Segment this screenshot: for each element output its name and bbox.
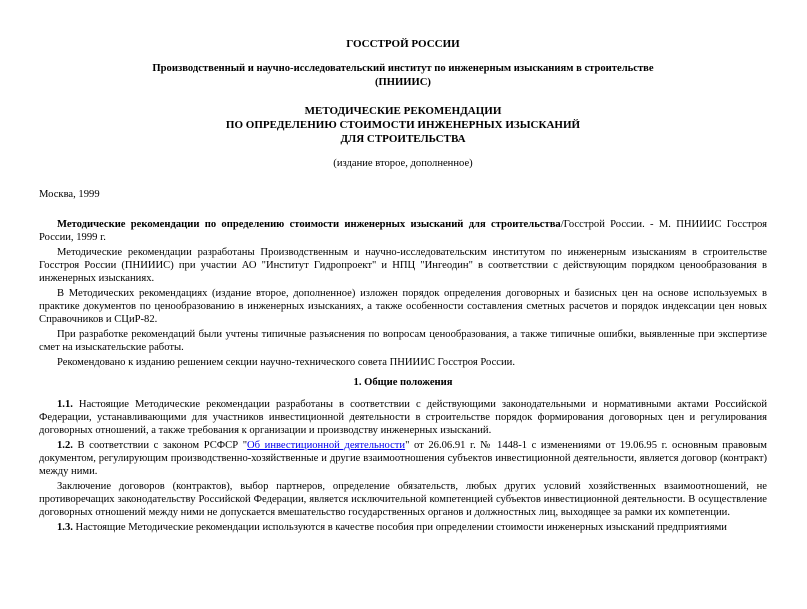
document-body [39, 218, 767, 534]
clause-number: 1.1. [57, 399, 73, 410]
clause-1-1 [39, 398, 767, 437]
clause-number: 1.3. [57, 522, 73, 533]
clause-1-3 [39, 521, 767, 534]
intro-publisher: /Госстрой России. - М. ПНИИИС Госстроя России, 1999 г. [39, 219, 767, 243]
clause-text-after-link: " от 26.06.91 г. № 1448-1 с изменениями от 19.06.95 г. основным правовым документом, регулирующим производственно-хозяйственные и другие взаимоотношения субъектов инвестиционной деятельности, является договор (контракт) между ними. [39, 440, 767, 477]
edition-note: (издание второе, дополненное) [333, 158, 473, 169]
intro-paragraph-1 [39, 218, 767, 244]
clause-1-2 [39, 439, 767, 478]
intro-paragraph-2: Методические рекомендации разработаны Производственным и научно-исследовательским институтом по инженерным изысканиям в строительстве Госстроя России (ПНИИИС) при участии АО "Институт Гидропроект" и НПЦ "Ингеодин" в соответствии с действующим порядком ценообразования в инженерных изысканиях. [39, 247, 767, 284]
intro-paragraph-3: В Методических рекомендациях (издание второе, дополненное) изложен порядок определения договорных и базисных цен на основе используемых в практике документов по ценообразованию в инженерных изысканиях, а также особенности составления сметных расчетов и порядок индексации цен новых Справочников и СЦиР-82. [39, 288, 767, 325]
institute-name: Производственный и научно-исследовательский институт по инженерным изысканиям в строительстве [152, 63, 654, 74]
place-year: Москва, 1999 [39, 189, 100, 200]
intro-paragraph-4: При разработке рекомендаций были учтены типичные разъяснения по вопросам ценообразования, а также типичные ошибки, выявленные при экспертизе смет на изыскательские работы. [39, 329, 767, 353]
section-heading: 1. Общие положения [353, 377, 453, 388]
clause-1-2-continued: Заключение договоров (контрактов), выбор партнеров, определение обязательств, любых других условий хозяйственных взаимоотношений, не противоречащих законодательству Российской Федерации, является исключительной компетенцией субъектов инвестиционной деятельности. В осуществление договорных отношений между ними не допускается вмешательство государственных органов и должностных лиц, выходящее за рамки их компетенции. [39, 481, 767, 518]
intro-title-reference: Методические рекомендации по определению стоимости инженерных изысканий для строительства [57, 219, 561, 230]
organization-name: ГОССТРОЙ РОССИИ [346, 38, 460, 50]
clause-number: 1.2. [57, 440, 73, 451]
document-title [39, 104, 767, 146]
institute-abbr: (ПНИИИС) [375, 77, 431, 88]
institute-block [39, 62, 767, 90]
title-line-1: МЕТОДИЧЕСКИЕ РЕКОМЕНДАЦИИ [304, 105, 502, 117]
clause-text: Настоящие Методические рекомендации используются в качестве пособия при определении стоимости инженерных изысканий предприятиями [72, 522, 727, 533]
investment-law-link[interactable]: Об инвестиционной деятельности [247, 440, 406, 451]
document-page [0, 38, 807, 609]
intro-paragraph-5: Рекомендовано к изданию решением секции научно-технического совета ПНИИИС Госстроя России. [57, 357, 515, 368]
title-line-2: ПО ОПРЕДЕЛЕНИЮ СТОИМОСТИ ИНЖЕНЕРНЫХ ИЗЫСКАНИЙ [225, 119, 581, 131]
clause-text-before-link: В соответствии с законом РСФСР " [72, 440, 248, 451]
clause-text: Настоящие Методические рекомендации разработаны в соответствии с действующими законодательными и нормативными актами Российской Федерации, устанавливающими для участников инвестиционной деятельности в строительстве порядок формирования договорных цен и регулирования договорных отношений, а также требования к организации и производству инженерных изысканий. [39, 399, 767, 436]
title-line-3: ДЛЯ СТРОИТЕЛЬСТВА [340, 133, 466, 145]
